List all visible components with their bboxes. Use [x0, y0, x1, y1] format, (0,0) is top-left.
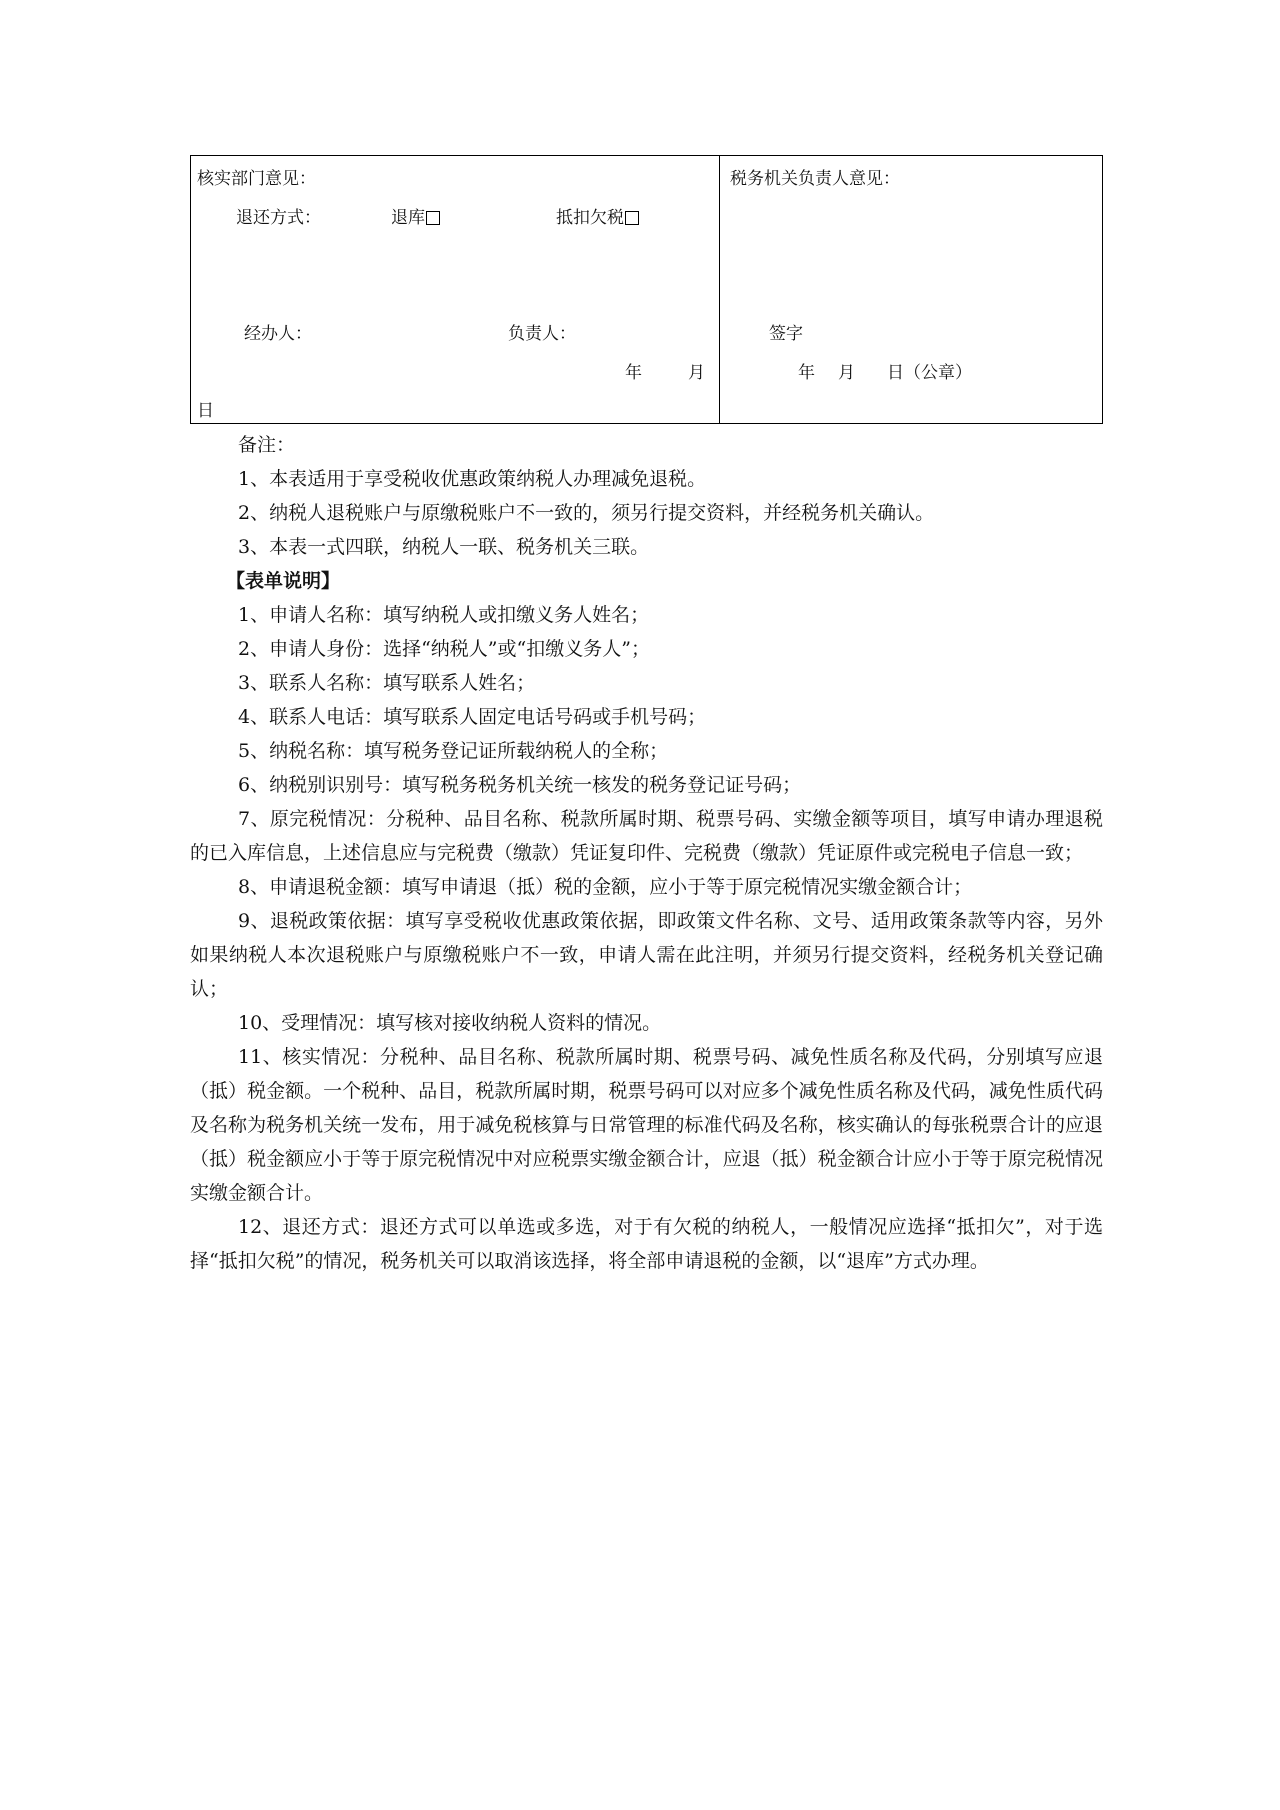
form-note-item: 9、退税政策依据：填写享受税收优惠政策依据，即政策文件名称、文号、适用政策条款等内容，另外如果纳税人本次退税账户与原缴税账户不一致，申请人需在此注明，并须另行提交资料，经税务机关登记确认； — [190, 910, 1103, 1000]
form-note-item: 1、申请人名称：填写纳税人或扣缴义务人姓名； — [238, 604, 650, 626]
note-item: 1、本表适用于享受税收优惠政策纳税人办理减免退税。 — [238, 468, 707, 490]
left-month-label: 月 — [688, 363, 705, 383]
form-note-item: 6、纳税别识别号：填写税务税务机关统一核发的税务登记证号码； — [238, 774, 802, 796]
form-note-item: 7、原完税情况：分税种、品目名称、税款所属时期、税票号码、实缴金额等项目，填写申请办理退税的已入库信息，上述信息应与完税费（缴款）凭证复印件、完税费（缴款）凭证原件或完税电子信息一致； — [190, 808, 1103, 864]
table-divider — [719, 156, 720, 423]
refund-treasury-option[interactable] — [391, 208, 440, 228]
refund-method-label: 退还方式： — [236, 208, 321, 228]
person-in-charge-label: 负责人： — [508, 324, 576, 344]
handler-label: 经办人： — [244, 324, 312, 344]
verification-table — [190, 155, 1103, 424]
notes-heading: 备注： — [238, 434, 296, 456]
refund-treasury-label: 退库 — [391, 208, 425, 228]
refund-treasury-checkbox[interactable] — [426, 211, 440, 225]
form-notes-heading: 【表单说明】 — [226, 570, 341, 592]
sign-label: 签字 — [769, 324, 803, 344]
right-month-label: 月 — [838, 363, 855, 383]
right-year-label: 年 — [798, 363, 815, 383]
note-item: 3、本表一式四联，纳税人一联、税务机关三联。 — [238, 536, 650, 558]
form-note-item: 10、受理情况：填写核对接收纳税人资料的情况。 — [238, 1012, 662, 1034]
notes-section — [190, 428, 1103, 1278]
left-year-label: 年 — [625, 363, 642, 383]
note-item: 2、纳税人退税账户与原缴税账户不一致的，须另行提交资料，并经税务机关确认。 — [238, 502, 935, 524]
form-note-item: 4、联系人电话：填写联系人固定电话号码或手机号码； — [238, 706, 707, 728]
verification-dept-opinion-label: 核实部门意见： — [197, 169, 316, 189]
form-note-item: 8、申请退税金额：填写申请退（抵）税的金额，应小于等于原完税情况实缴金额合计； — [238, 876, 973, 898]
form-note-item: 3、联系人名称：填写联系人姓名； — [238, 672, 536, 694]
offset-arrears-checkbox[interactable] — [625, 211, 639, 225]
tax-authority-head-opinion-label: 税务机关负责人意见： — [730, 169, 900, 189]
left-day-label: 日 — [197, 401, 214, 421]
right-day-seal-label: 日（公章） — [887, 363, 972, 383]
form-note-item: 11、核实情况：分税种、品目名称、税款所属时期、税票号码、减免性质名称及代码，分别填写应退（抵）税金额。一个税种、品目，税款所属时期，税票号码可以对应多个减免性质名称及代码，减免性质代码及名称为税务机关统一发布，用于减免税核算与日常管理的标准代码及名称，核实确认的每张税票合计的应退（抵）税金额应小于等于原完税情况中对应税票实缴金额合计，应退（抵）税金额合计应小于等于原完税情况实缴金额合计。 — [190, 1046, 1103, 1204]
offset-arrears-option[interactable] — [556, 208, 639, 228]
form-note-item: 5、纳税名称：填写税务登记证所载纳税人的全称； — [238, 740, 669, 762]
offset-arrears-label: 抵扣欠税 — [556, 208, 624, 228]
form-note-item: 2、申请人身份：选择“纳税人”或“扣缴义务人”； — [238, 638, 650, 660]
form-note-item: 12、退还方式：退还方式可以单选或多选，对于有欠税的纳税人，一般情况应选择“抵扣欠”，对于选择“抵扣欠税”的情况，税务机关可以取消该选择，将全部申请退税的金额，以“退库”方式办理。 — [190, 1216, 1103, 1272]
